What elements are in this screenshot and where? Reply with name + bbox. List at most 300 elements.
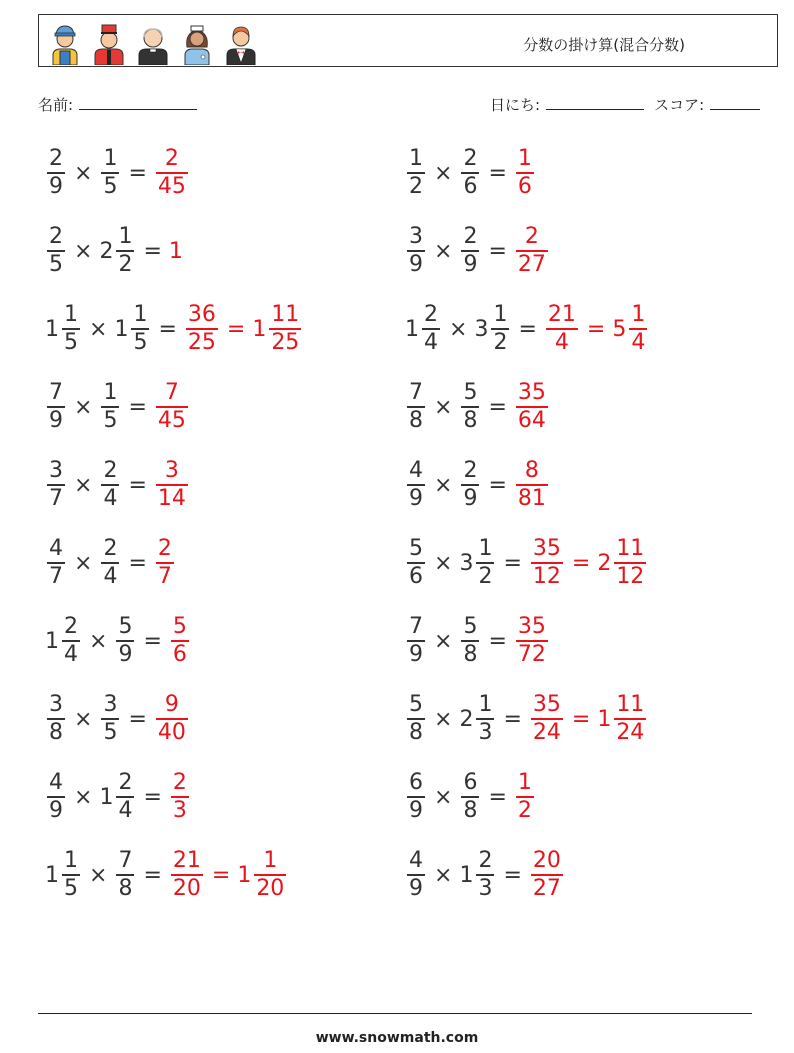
denominator: 9 — [409, 875, 423, 901]
denominator: 6 — [409, 563, 423, 589]
problem-8 — [405, 377, 550, 437]
name-label: 名前: — [38, 96, 74, 114]
numerator: 3 — [49, 458, 63, 484]
operand-b — [459, 692, 496, 746]
numerator: 2 — [524, 224, 539, 250]
denominator: 7 — [157, 563, 172, 589]
numerator: 3 — [103, 692, 118, 718]
whole-number: 1 — [45, 628, 59, 654]
operand-b — [459, 380, 481, 434]
denominator: 20 — [172, 875, 201, 901]
equals-sign: = — [128, 472, 147, 498]
whole-number: 1 — [597, 706, 612, 732]
operand-b — [459, 770, 481, 824]
whole-number: 2 — [99, 238, 114, 264]
date-score-fields — [490, 94, 760, 115]
answer — [597, 692, 648, 746]
whole-number: 1 — [45, 862, 59, 888]
times-sign: × — [434, 862, 453, 888]
denominator: 4 — [64, 641, 78, 667]
denominator: 9 — [409, 797, 423, 823]
fraction — [47, 146, 65, 200]
numerator: 1 — [263, 848, 278, 874]
fraction — [614, 692, 646, 746]
whole-number: 1 — [168, 238, 183, 264]
fraction — [476, 536, 494, 590]
whole-number: 1 — [237, 862, 252, 888]
whole-number: 2 — [597, 550, 612, 576]
fraction — [461, 146, 479, 200]
operand-a — [45, 146, 67, 200]
name-field — [38, 94, 197, 115]
answer — [169, 770, 191, 824]
denominator: 5 — [49, 251, 63, 277]
times-sign: × — [434, 784, 453, 810]
denominator: 2 — [493, 329, 508, 355]
fraction — [407, 848, 425, 902]
fraction — [131, 302, 149, 356]
denominator: 8 — [463, 797, 478, 823]
fraction — [101, 458, 119, 512]
denominator: 2 — [478, 563, 493, 589]
numerator: 1 — [493, 302, 508, 328]
fraction — [156, 380, 188, 434]
answer — [169, 239, 184, 264]
times-sign: × — [74, 784, 93, 810]
denominator: 9 — [409, 641, 423, 667]
numerator: 2 — [478, 848, 493, 874]
fraction — [407, 380, 425, 434]
fraction — [461, 224, 479, 278]
numerator: 11 — [616, 692, 645, 718]
fraction — [516, 614, 548, 668]
operand-a — [405, 848, 427, 902]
denominator: 5 — [133, 329, 148, 355]
fraction — [407, 614, 425, 668]
nurse-avatar — [177, 19, 217, 65]
numerator: 20 — [532, 848, 561, 874]
avatar-row — [45, 19, 261, 65]
fraction — [516, 146, 534, 200]
operand-a — [45, 848, 82, 902]
numerator: 11 — [271, 302, 300, 328]
operand-a — [405, 614, 427, 668]
denominator: 2 — [517, 797, 532, 823]
fraction — [546, 302, 578, 356]
numerator: 1 — [133, 302, 148, 328]
fraction — [269, 302, 301, 356]
answer — [184, 302, 220, 356]
times-sign: × — [434, 238, 453, 264]
denominator: 9 — [463, 485, 478, 511]
problem-11 — [45, 533, 176, 593]
operand-a — [45, 380, 67, 434]
problem-5 — [45, 299, 303, 359]
denominator: 7 — [49, 485, 63, 511]
equals-sign: = — [518, 316, 537, 342]
answer — [237, 848, 288, 902]
fraction — [171, 614, 189, 668]
denominator: 72 — [517, 641, 546, 667]
whole-number: 1 — [114, 316, 129, 342]
denominator: 9 — [49, 173, 63, 199]
problem-14 — [405, 611, 550, 671]
whole-number: 1 — [252, 316, 267, 342]
answer — [514, 770, 536, 824]
times-sign: × — [434, 550, 453, 576]
denominator: 4 — [103, 563, 118, 589]
numerator: 35 — [517, 614, 546, 640]
problem-15 — [45, 689, 190, 749]
numerator: 1 — [64, 848, 78, 874]
numerator: 3 — [164, 458, 179, 484]
bellhop-avatar — [89, 19, 129, 65]
numerator: 1 — [409, 146, 423, 172]
numerator: 35 — [532, 536, 561, 562]
fraction — [116, 614, 134, 668]
numerator: 1 — [478, 692, 493, 718]
numerator: 3 — [409, 224, 423, 250]
answer — [169, 848, 205, 902]
denominator: 45 — [157, 173, 186, 199]
denominator: 9 — [49, 797, 63, 823]
problem-2 — [405, 143, 536, 203]
numerator: 4 — [49, 770, 63, 796]
fraction — [171, 770, 189, 824]
times-sign: × — [434, 628, 453, 654]
problem-6 — [405, 299, 649, 359]
fraction — [62, 848, 80, 902]
equals-sign: = — [128, 160, 147, 186]
numerator: 5 — [463, 380, 478, 406]
times-sign: × — [74, 160, 93, 186]
numerator: 1 — [103, 380, 118, 406]
denominator: 20 — [256, 875, 285, 901]
operand-b — [459, 848, 496, 902]
fraction — [516, 380, 548, 434]
answer — [514, 146, 536, 200]
operand-a — [45, 224, 67, 278]
denominator: 5 — [103, 719, 118, 745]
equals-sign: = — [158, 316, 177, 342]
answer-equals-sign: = — [571, 550, 591, 576]
score-blank[interactable] — [710, 95, 760, 110]
denominator: 27 — [517, 251, 546, 277]
problem-18 — [405, 767, 536, 827]
answer — [529, 536, 565, 590]
fraction — [101, 380, 119, 434]
numerator: 1 — [118, 224, 133, 250]
times-sign: × — [434, 394, 453, 420]
denominator: 4 — [103, 485, 118, 511]
numerator: 7 — [409, 380, 423, 406]
equals-sign: = — [143, 628, 162, 654]
answer — [169, 614, 191, 668]
priest-avatar — [133, 19, 173, 65]
operand-b — [459, 536, 496, 590]
equals-sign: = — [503, 862, 522, 888]
numerator: 1 — [517, 770, 532, 796]
denominator: 12 — [532, 563, 561, 589]
numerator: 21 — [172, 848, 201, 874]
fraction — [186, 302, 218, 356]
denominator: 24 — [532, 719, 561, 745]
numerator: 36 — [187, 302, 216, 328]
fraction — [156, 692, 188, 746]
times-sign: × — [74, 706, 93, 732]
fraction — [254, 848, 286, 902]
numerator: 7 — [409, 614, 423, 640]
operand-a — [45, 614, 82, 668]
fraction — [407, 536, 425, 590]
equals-sign: = — [503, 706, 522, 732]
fraction — [461, 380, 479, 434]
operand-a — [405, 692, 427, 746]
numerator: 5 — [463, 614, 478, 640]
operand-a — [45, 536, 67, 590]
problem-12 — [405, 533, 648, 593]
equals-sign: = — [488, 160, 507, 186]
answer-equals-sign: = — [211, 862, 231, 888]
numerator: 5 — [409, 536, 423, 562]
operand-b — [114, 848, 136, 902]
equals-sign: = — [143, 784, 162, 810]
answer — [154, 692, 190, 746]
fraction — [614, 536, 646, 590]
numerator: 35 — [517, 380, 546, 406]
denominator: 4 — [118, 797, 133, 823]
denominator: 3 — [172, 797, 187, 823]
numerator: 2 — [164, 146, 179, 172]
operand-b — [459, 146, 481, 200]
fraction — [407, 458, 425, 512]
operand-a — [405, 770, 427, 824]
numerator: 2 — [463, 146, 478, 172]
numerator: 7 — [49, 380, 63, 406]
denominator: 8 — [49, 719, 63, 745]
answer — [544, 302, 580, 356]
header-box — [38, 14, 778, 67]
denominator: 12 — [616, 563, 645, 589]
fraction — [407, 224, 425, 278]
answer-equals-sign: = — [226, 316, 246, 342]
fraction — [461, 614, 479, 668]
times-sign: × — [434, 472, 453, 498]
fraction — [116, 224, 134, 278]
date-label: 日にち: — [490, 96, 541, 114]
equals-sign: = — [143, 862, 162, 888]
fraction — [629, 302, 647, 356]
operand-b — [114, 614, 136, 668]
numerator: 2 — [172, 770, 187, 796]
fraction — [47, 458, 65, 512]
operand-a — [405, 380, 427, 434]
denominator: 2 — [409, 173, 423, 199]
operand-b — [99, 536, 121, 590]
operand-b — [114, 302, 151, 356]
equals-sign: = — [503, 550, 522, 576]
problem-17 — [45, 767, 191, 827]
numerator: 2 — [424, 302, 438, 328]
times-sign: × — [74, 472, 93, 498]
fraction — [47, 536, 65, 590]
denominator: 6 — [463, 173, 478, 199]
fraction — [422, 302, 440, 356]
answer — [154, 380, 190, 434]
answer — [529, 692, 565, 746]
problem-19 — [45, 845, 288, 905]
numerator: 11 — [616, 536, 645, 562]
operand-b — [99, 458, 121, 512]
times-sign: × — [74, 550, 93, 576]
answer — [597, 536, 648, 590]
denominator: 9 — [409, 485, 423, 511]
numerator: 21 — [547, 302, 576, 328]
denominator: 3 — [478, 719, 493, 745]
score-label: スコア: — [654, 96, 705, 114]
numerator: 9 — [164, 692, 179, 718]
whole-number: 3 — [474, 316, 489, 342]
whole-number: 1 — [405, 316, 419, 342]
fraction — [531, 692, 563, 746]
denominator: 45 — [157, 407, 186, 433]
whole-number: 3 — [459, 550, 474, 576]
numerator: 1 — [64, 302, 78, 328]
times-sign: × — [449, 316, 468, 342]
problem-9 — [45, 455, 190, 515]
numerator: 4 — [409, 458, 423, 484]
whole-number: 5 — [612, 316, 627, 342]
equals-sign: = — [488, 238, 507, 264]
equals-sign: = — [488, 628, 507, 654]
numerator: 4 — [49, 536, 63, 562]
times-sign: × — [89, 316, 108, 342]
numerator: 2 — [49, 146, 63, 172]
denominator: 6 — [517, 173, 532, 199]
denominator: 25 — [271, 329, 300, 355]
times-sign: × — [434, 706, 453, 732]
denominator: 8 — [463, 407, 478, 433]
denominator: 9 — [49, 407, 63, 433]
fraction — [516, 770, 534, 824]
name-blank[interactable] — [79, 95, 197, 110]
denominator: 25 — [187, 329, 216, 355]
answer-equals-sign: = — [586, 316, 606, 342]
numerator: 1 — [103, 146, 118, 172]
equals-sign: = — [143, 238, 162, 264]
fraction — [156, 536, 174, 590]
operand-a — [45, 770, 67, 824]
problem-1 — [45, 143, 190, 203]
denominator: 6 — [172, 641, 187, 667]
fraction — [461, 458, 479, 512]
numerator: 1 — [478, 536, 493, 562]
equals-sign: = — [128, 394, 147, 420]
denominator: 81 — [517, 485, 546, 511]
equals-sign: = — [128, 550, 147, 576]
fraction — [531, 848, 563, 902]
numerator: 35 — [532, 692, 561, 718]
fraction — [47, 692, 65, 746]
fraction — [62, 302, 80, 356]
fraction — [171, 848, 203, 902]
operand-b — [99, 770, 136, 824]
denominator: 27 — [532, 875, 561, 901]
operand-b — [99, 692, 121, 746]
worker-avatar — [45, 19, 85, 65]
numerator: 2 — [49, 224, 63, 250]
whole-number: 2 — [459, 706, 474, 732]
denominator: 4 — [554, 329, 569, 355]
fraction — [476, 848, 494, 902]
denominator: 8 — [463, 641, 478, 667]
equals-sign: = — [488, 472, 507, 498]
denominator: 40 — [157, 719, 186, 745]
problem-3 — [45, 221, 184, 281]
denominator: 3 — [478, 875, 493, 901]
operand-b — [459, 614, 481, 668]
answer — [514, 380, 550, 434]
fraction — [62, 614, 80, 668]
date-blank[interactable] — [546, 95, 644, 110]
worksheet-title: 分数の掛け算(混合分数) — [523, 36, 685, 54]
operand-b — [99, 146, 121, 200]
fraction — [476, 692, 494, 746]
numerator: 2 — [157, 536, 172, 562]
times-sign: × — [89, 628, 108, 654]
operand-a — [45, 458, 67, 512]
numerator: 7 — [118, 848, 133, 874]
numerator: 1 — [631, 302, 646, 328]
operand-a — [405, 536, 427, 590]
footer-divider — [38, 1013, 752, 1014]
operand-b — [459, 458, 481, 512]
operand-b — [99, 380, 121, 434]
operand-b — [99, 224, 136, 278]
answer — [154, 458, 190, 512]
numerator: 6 — [409, 770, 423, 796]
answer — [529, 848, 565, 902]
numerator: 3 — [49, 692, 63, 718]
numerator: 2 — [103, 536, 118, 562]
whole-number: 1 — [99, 784, 114, 810]
whole-number: 1 — [45, 316, 59, 342]
denominator: 5 — [64, 875, 78, 901]
operand-b — [459, 224, 481, 278]
equals-sign: = — [488, 394, 507, 420]
operand-a — [405, 224, 427, 278]
denominator: 24 — [616, 719, 645, 745]
fraction — [101, 146, 119, 200]
numerator: 2 — [463, 224, 478, 250]
problem-7 — [45, 377, 190, 437]
answer — [612, 302, 649, 356]
fraction — [156, 458, 188, 512]
denominator: 14 — [157, 485, 186, 511]
answer — [514, 458, 550, 512]
denominator: 4 — [631, 329, 646, 355]
footer-url: www.snowmath.com — [315, 1030, 479, 1046]
fraction — [407, 146, 425, 200]
fraction — [516, 458, 548, 512]
numerator: 2 — [103, 458, 118, 484]
problem-20 — [405, 845, 565, 905]
times-sign: × — [89, 862, 108, 888]
fraction — [101, 536, 119, 590]
operand-a — [405, 458, 427, 512]
waiter-avatar — [221, 19, 261, 65]
denominator: 8 — [409, 719, 423, 745]
